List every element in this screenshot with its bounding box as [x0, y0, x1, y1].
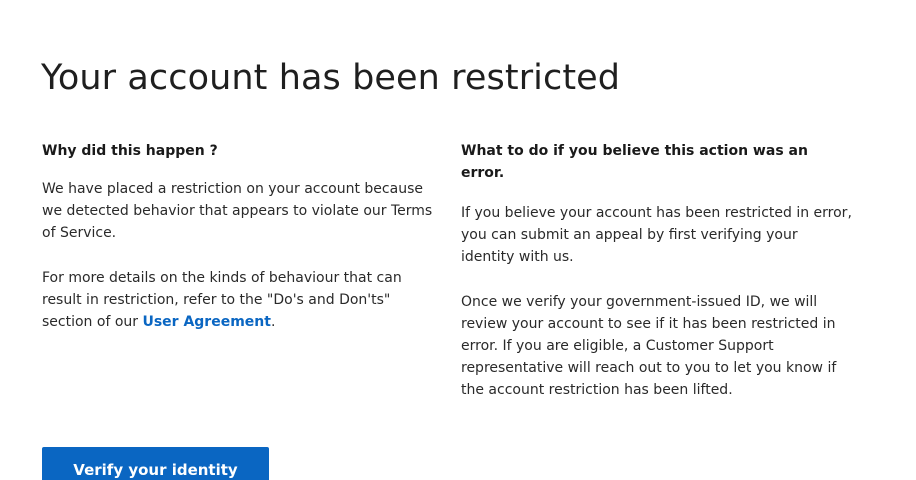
user-agreement-link[interactable]: User Agreement — [142, 314, 271, 330]
page-title: Your account has been restricted — [41, 58, 621, 98]
verification-paragraph: Once we verify your government-issued ID, we will review your account to see if it has been restricted in error. If you are eligible, a Customer Support representative will reach out to you to let you know if the account restriction has been lifted. — [461, 294, 837, 398]
why-explanation: We have placed a restriction on your account because we detected behavior that appears to violate our Terms of Service. — [42, 181, 433, 241]
what-to-do-heading: What to do if you believe this action was an error. — [461, 143, 808, 181]
why-heading: Why did this happen ? — [42, 143, 218, 159]
why-section — [42, 140, 434, 333]
details-text: For more details on the kinds of behaviour that can result in restriction, refer to the "Do's and Don'ts" section of our — [42, 270, 402, 330]
details-end: . — [270, 314, 276, 330]
verify-identity-button[interactable]: Verify your identity — [42, 447, 269, 480]
appeal-paragraph: If you believe your account has been restricted in error, you can submit an appeal by first verifying your identity with us. — [461, 205, 852, 265]
what-to-do-section — [461, 140, 853, 401]
details-paragraph — [42, 267, 434, 333]
